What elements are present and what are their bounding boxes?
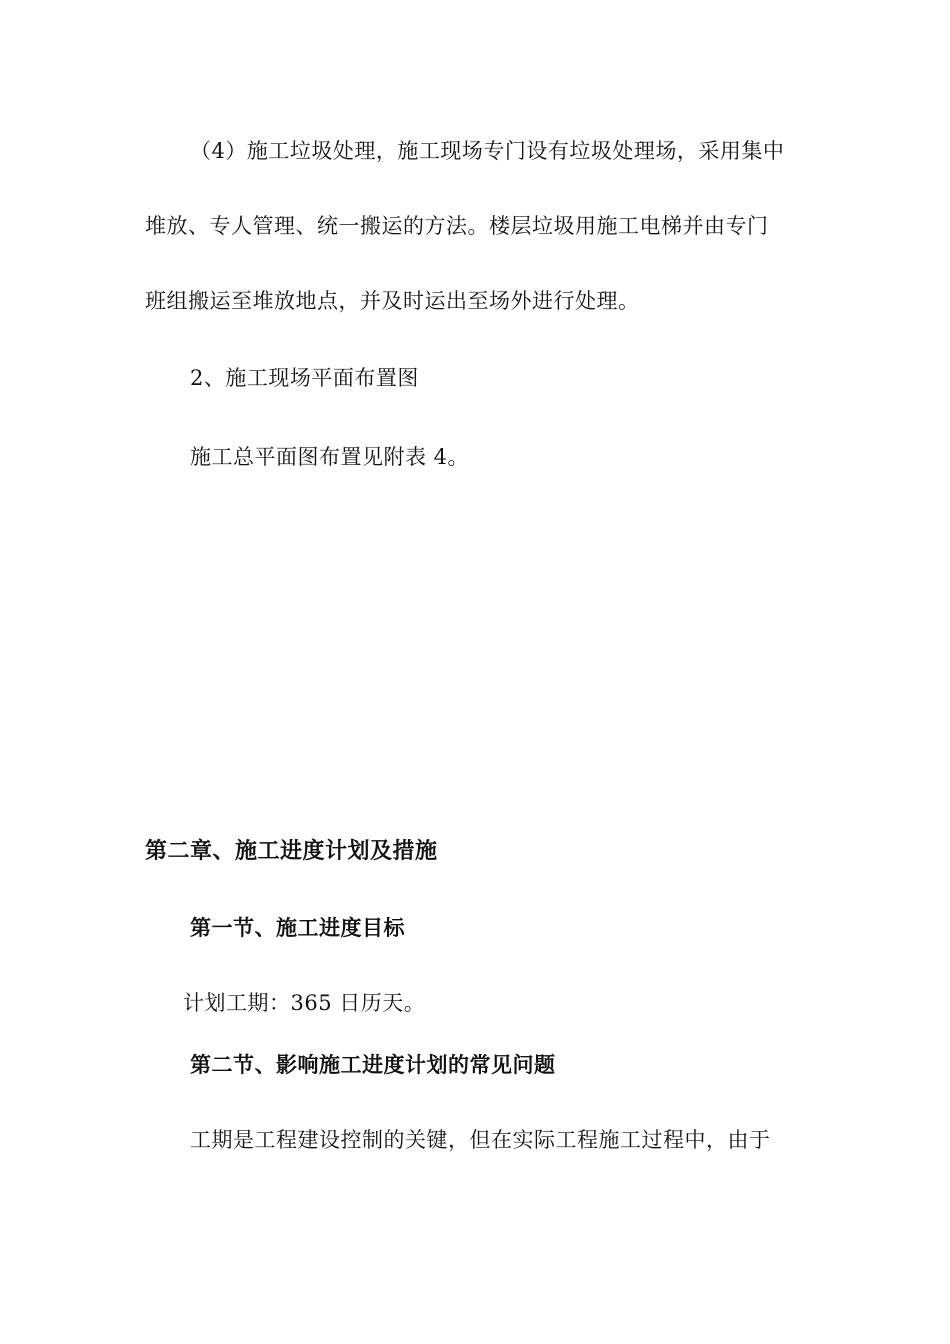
layout-plan-title: 2、施工现场平面布置图 bbox=[190, 366, 419, 390]
waste-paragraph-line-2: 堆放、专人管理、统一搬运的方法。楼层垃圾用施工电梯并由专门 bbox=[145, 214, 769, 238]
section-1-title: 第一节、施工进度目标 bbox=[190, 916, 405, 940]
waste-paragraph-line-3: 班组搬运至堆放地点，并及时运出至场外进行处理。 bbox=[145, 289, 640, 313]
section-1-text: 计划工期：365 日历天。 bbox=[183, 991, 426, 1015]
waste-paragraph-line-1: （4）施工垃圾处理，施工现场专门设有垃圾处理场，采用集中 bbox=[190, 139, 785, 163]
layout-plan-text: 施工总平面图布置见附表 4。 bbox=[190, 445, 470, 469]
section-2-text: 工期是工程建设控制的关键，但在实际工程施工过程中，由于 bbox=[190, 1128, 771, 1152]
section-2-title: 第二节、影响施工进度计划的常见问题 bbox=[190, 1053, 556, 1077]
chapter-title: 第二章、施工进度计划及措施 bbox=[145, 839, 438, 864]
